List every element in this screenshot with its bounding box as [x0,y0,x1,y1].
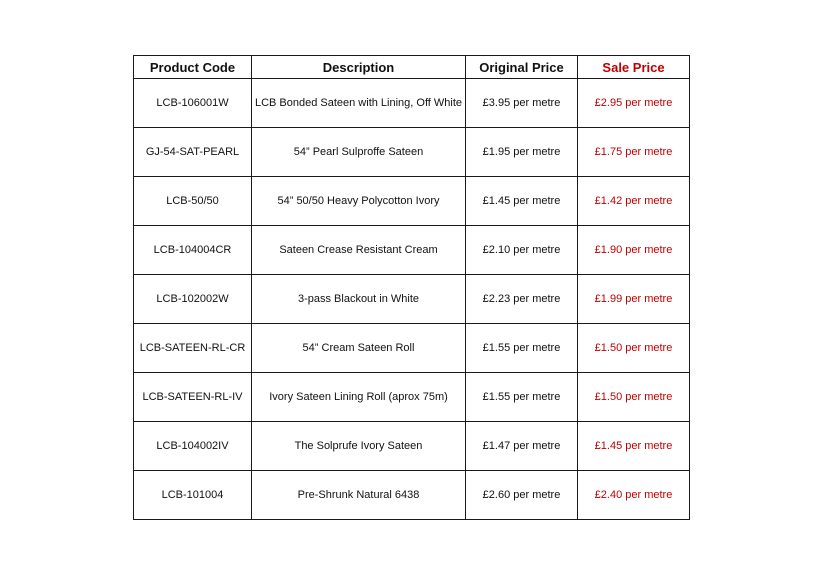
header-sale-price: Sale Price [578,56,690,79]
table-row [134,275,690,324]
table-row [134,373,690,422]
cell-product-code: LCB-SATEEN-RL-CR [134,324,252,373]
cell-sale-price: £2.95 per metre [578,79,690,128]
cell-sale-price: £1.45 per metre [578,422,690,471]
table-row [134,226,690,275]
cell-sale-price: £1.42 per metre [578,177,690,226]
cell-product-code: LCB-104002IV [134,422,252,471]
cell-product-code: LCB-SATEEN-RL-IV [134,373,252,422]
cell-original-price: £2.23 per metre [466,275,578,324]
header-original-price: Original Price [466,56,578,79]
cell-original-price: £2.60 per metre [466,471,578,520]
cell-original-price: £1.95 per metre [466,128,578,177]
cell-original-price: £3.95 per metre [466,79,578,128]
table-row [134,471,690,520]
cell-product-code: LCB-106001W [134,79,252,128]
cell-sale-price: £1.50 per metre [578,373,690,422]
cell-original-price: £1.55 per metre [466,324,578,373]
table-row [134,128,690,177]
cell-sale-price: £1.75 per metre [578,128,690,177]
table-row [134,324,690,373]
cell-description: Pre-Shrunk Natural 6438 [252,471,466,520]
cell-original-price: £1.55 per metre [466,373,578,422]
cell-product-code: GJ-54-SAT-PEARL [134,128,252,177]
table-header-row [134,56,690,79]
cell-description: The Solprufe Ivory Sateen [252,422,466,471]
cell-original-price: £1.47 per metre [466,422,578,471]
price-table [133,55,690,520]
cell-original-price: £2.10 per metre [466,226,578,275]
cell-description: 54” 50/50 Heavy Polycotton Ivory [252,177,466,226]
cell-description: LCB Bonded Sateen with Lining, Off White [252,79,466,128]
cell-product-code: LCB-104004CR [134,226,252,275]
table-row [134,79,690,128]
cell-description: 54” Pearl Sulproffe Sateen [252,128,466,177]
cell-description: Sateen Crease Resistant Cream [252,226,466,275]
table-row [134,177,690,226]
cell-sale-price: £1.90 per metre [578,226,690,275]
cell-description: 3-pass Blackout in White [252,275,466,324]
header-product-code: Product Code [134,56,252,79]
cell-sale-price: £2.40 per metre [578,471,690,520]
header-description: Description [252,56,466,79]
cell-sale-price: £1.50 per metre [578,324,690,373]
cell-product-code: LCB-102002W [134,275,252,324]
cell-product-code: LCB-101004 [134,471,252,520]
cell-product-code: LCB-50/50 [134,177,252,226]
cell-description: 54” Cream Sateen Roll [252,324,466,373]
cell-description: Ivory Sateen Lining Roll (aprox 75m) [252,373,466,422]
cell-sale-price: £1.99 per metre [578,275,690,324]
cell-original-price: £1.45 per metre [466,177,578,226]
table-row [134,422,690,471]
